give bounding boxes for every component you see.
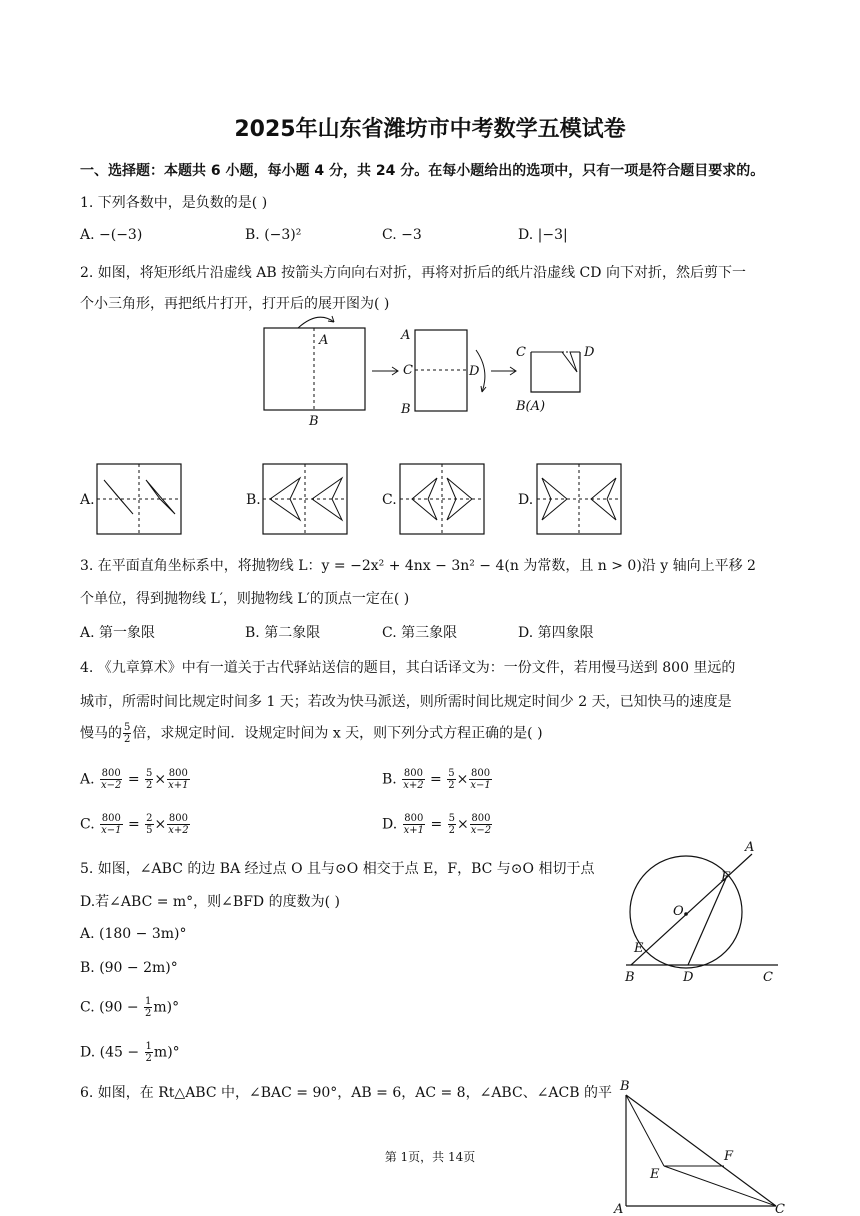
q2-option-a-figure — [97, 464, 181, 534]
q6-label-f: F — [724, 1149, 734, 1164]
q3-line1: 3. 在平面直角坐标系中，将抛物线 L：y = −2x² + 4nx − 3n² − 4(n 为常数，且 n > 0)沿 y 轴向上平移 2 — [80, 558, 756, 574]
q4-speed-fraction: $\frac{5}{2}$ — [124, 722, 131, 745]
q5-label-o: O — [673, 904, 684, 919]
q5-option-b: B. (90 − 2m)° — [80, 960, 178, 976]
page-footer: 第 1页，共 14页 — [384, 1150, 476, 1164]
q6-label-a: A — [614, 1202, 624, 1216]
q5-line2: D.若∠ABC = m°，则∠BFD 的度数为( ) — [80, 894, 340, 910]
q4-line2: 城市，所需时间比规定时间多 1 天；若改为快马派送，则所需时间比规定时间少 2 天，已知快马的速度是 — [80, 694, 732, 710]
q1-option-c: C. −3 — [382, 227, 422, 243]
fig3-label-c: C — [516, 345, 526, 360]
q3-option-d: D. 第四象限 — [518, 625, 594, 641]
q3-line2: 个单位，得到抛物线 L′，则抛物线 L′的顶点一定在( ) — [80, 591, 410, 607]
fig3-label-d: D — [584, 345, 595, 360]
fig2-label-b: B — [401, 402, 411, 417]
q2-option-b-figure — [263, 464, 347, 534]
q2-option-b: B. — [246, 492, 261, 508]
q4-line3-pre: 慢马的 — [80, 725, 122, 742]
q2-option-d: D. — [518, 492, 534, 508]
q5-label-a: A — [745, 840, 755, 855]
q5-option-d: D. (45 − $\frac{1}{2}$ m)° — [80, 1041, 180, 1064]
page-title: 2025年山东省潍坊市中考数学五模试卷 — [234, 117, 626, 142]
fig-label-b: B — [309, 414, 319, 429]
q4-option-b: B. $\frac{800}{x+2}$ = $\frac{5}{2}$ × $\frac{800}{x-1}$ — [382, 768, 491, 791]
q1-stem: 1. 下列各数中，是负数的是( ) — [80, 195, 268, 211]
q5-option-c: C. (90 − $\frac{1}{2}$ m)° — [80, 996, 180, 1019]
q1-option-d: D. |−3| — [518, 227, 568, 243]
q6-label-c: C — [775, 1202, 785, 1216]
fig2-label-c: C — [403, 363, 413, 378]
q4-option-d: D. $\frac{800}{x+1}$ = $\frac{5}{2}$ × $\frac{800}{x-2}$ — [382, 813, 492, 836]
q1-option-a: A. −(−3) — [80, 227, 143, 243]
q5-circle-figure — [624, 840, 778, 985]
q2-line2: 个小三角形，再把纸片打开，打开后的展开图为( ) — [80, 296, 390, 312]
q5-option-a: A. (180 − 3m)° — [80, 926, 187, 942]
q3-option-a: A. 第一象限 — [80, 625, 156, 641]
q2-option-d-figure — [537, 464, 621, 534]
q1-option-b: B. (−3)² — [245, 227, 302, 243]
q2-option-a: A. — [80, 492, 95, 508]
q4-line3-post: 倍，求规定时间．设规定时间为 x 天，则下列分式方程正确的是( ) — [132, 725, 543, 742]
q6-line1: 6. 如图，在 Rt△ABC 中，∠BAC = 90°，AB = 6，AC = 8，∠ABC、∠ACB 的平 — [80, 1085, 612, 1101]
q5-label-b: B — [625, 970, 635, 985]
section-heading: 一、选择题：本题共 6 小题，每小题 4 分，共 24 分。在每小题给出的选项中，只有一项是符合题目要求的。 — [80, 163, 765, 179]
q2-option-c-figure — [400, 464, 484, 534]
q2-option-c: C. — [382, 492, 397, 508]
q5-label-f: F — [721, 870, 731, 885]
q5-line1: 5. 如图，∠ABC 的边 BA 经过点 O 且与⊙O 相交于点 E，F，BC 与⊙O 相切于点 — [80, 861, 595, 877]
q4-line1: 4. 《九章算术》中有一道关于古代驿站送信的题目，其白话译文为：一份文件，若用慢马送到 800 里远的 — [80, 660, 736, 676]
q6-label-e: E — [650, 1167, 660, 1182]
fig-label-a: A — [319, 333, 329, 348]
q5-label-c: C — [763, 970, 773, 985]
fig3-label-ba: B(A) — [516, 399, 546, 414]
q2-line1: 2. 如图，将矩形纸片沿虚线 AB 按箭头方向向右对折，再将对折后的纸片沿虚线 CD 向下对折，然后剪下一 — [80, 265, 746, 281]
fig2-label-d: D — [469, 364, 480, 379]
q3-option-b: B. 第二象限 — [245, 625, 321, 641]
q3-option-c: C. 第三象限 — [382, 625, 458, 641]
q5-label-e: E — [634, 941, 644, 956]
fig2-label-a: A — [401, 328, 411, 343]
q6-label-b: B — [620, 1079, 630, 1094]
q4-line3 — [80, 722, 543, 745]
q4-option-c: C. $\frac{800}{x-1}$ = $\frac{2}{5}$ × $\frac{800}{x+2}$ — [80, 813, 189, 836]
q5-label-d: D — [683, 970, 694, 985]
q4-option-a: A. $\frac{800}{x-2}$ = $\frac{5}{2}$ × $\frac{800}{x+1}$ — [80, 768, 189, 791]
